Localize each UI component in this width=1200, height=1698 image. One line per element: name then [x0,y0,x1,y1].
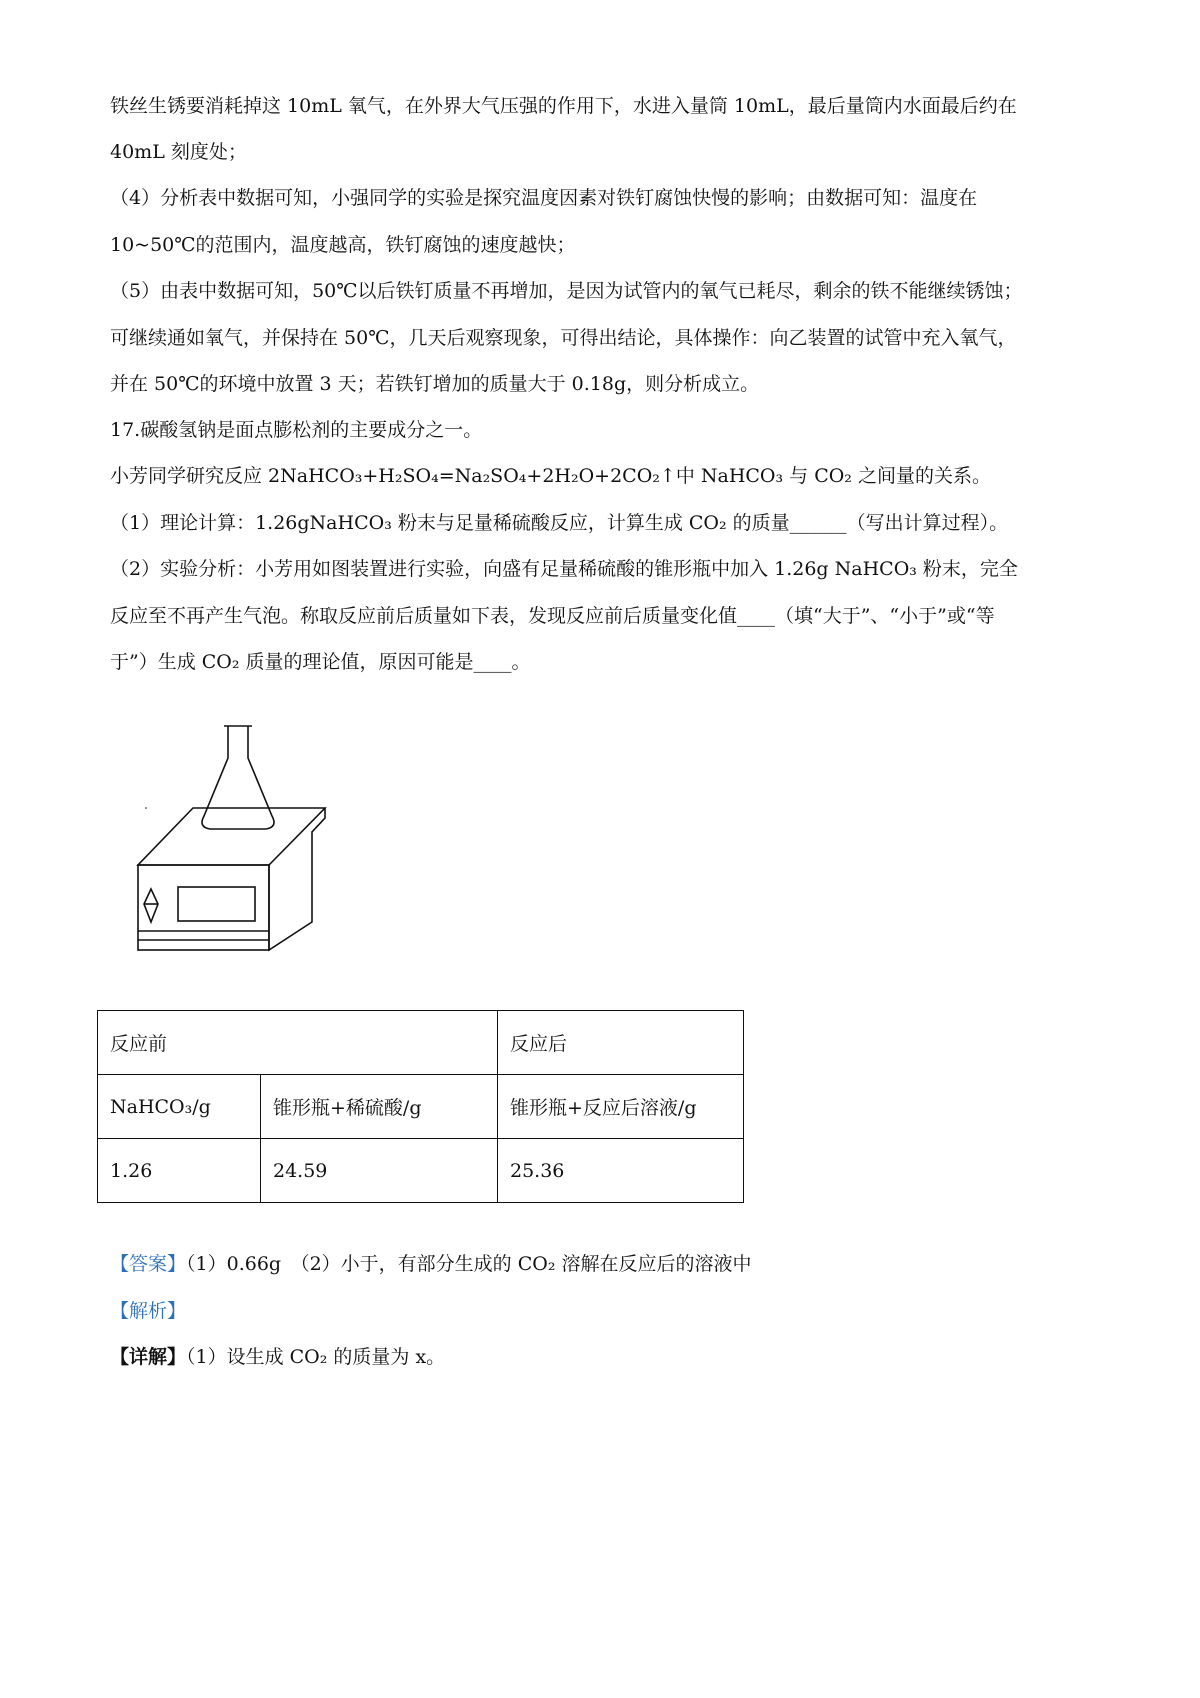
question-17-intro: 小芳同学研究反应 2NaHCO₃+H₂SO₄=Na₂SO₄+2H₂O+2CO₂↑中 NaHCO₃ 与 CO₂ 之间量的关系。 [110,465,991,487]
detail-line [110,1345,445,1369]
paragraph-7: 并在 50℃的环境中放置 3 天；若铁钉增加的质量大于 0.18g，则分析成立。 [110,373,760,395]
paragraph-5: （5）由表中数据可知，50℃以后铁钉质量不再增加，是因为试管内的氧气已耗尽，剩余的铁不能继续锈蚀； [110,280,1023,302]
answer-line [110,1252,751,1276]
val-nahco3: 1.26 [98,1139,261,1203]
table-row [98,1139,744,1203]
detail-text: （1）设生成 CO₂ 的质量为 x。 [186,1346,446,1368]
balance-knob [144,889,158,922]
paragraph-6: 可继续通如氧气，并保持在 50℃，几天后观察现象，可得出结论，具体操作：向乙装置的试管中充入氧气， [110,327,1017,349]
col-flask-solution: 锥形瓶+反应后溶液/g [498,1075,744,1139]
val-flask-acid: 24.59 [261,1139,498,1203]
question-17-part-2-line-1: （2）实验分析：小芳用如图装置进行实验，向盛有足量稀硫酸的锥形瓶中加入 1.26g NaHCO₃ 粉末，完全 [110,558,1018,580]
balance-display [178,887,255,921]
flask-outline [202,726,274,829]
header-before: 反应前 [98,1011,498,1075]
paragraph-3: （4）分析表中数据可知，小强同学的实验是探究温度因素对铁钉腐蚀快慢的影响；由数据可知：温度在 [110,187,978,209]
balance-side [269,808,325,950]
header-after: 反应后 [498,1011,744,1075]
balance-top [138,808,325,865]
mass-data-table [97,1010,744,1203]
question-17-part-2-line-3: 于”）生成 CO₂ 质量的理论值，原因可能是____。 [110,651,531,673]
question-17-part-1: （1）理论计算：1.26gNaHCO₃ 粉末与足量稀硫酸反应，计算生成 CO₂ 的质量______（写出计算过程）。 [110,512,1009,534]
answer-label: 【答案】 [110,1253,187,1275]
question-17-part-2-line-2: 反应至不再产生气泡。称取反应前后质量如下表，发现反应前后质量变化值____（填“大于”、“小于”或“等 [110,605,995,627]
table-row [98,1011,744,1075]
paragraph-2: 40mL 刻度处； [110,141,247,163]
answer-text: （1）0.66g （2）小于，有部分生成的 CO₂ 溶解在反应后的溶液中 [186,1253,752,1275]
question-17-title: 17.碳酸氢钠是面点膨松剂的主要成分之一。 [110,419,483,441]
analysis-label: 【解析】 [110,1300,187,1322]
paragraph-4: 10~50℃的范围内，温度越高，铁钉腐蚀的速度越快； [110,234,576,256]
balance-front [138,865,269,950]
col-nahco3: NaHCO₃/g [98,1075,261,1139]
detail-label: 【详解】 [110,1346,187,1368]
val-flask-solution: 25.36 [498,1139,744,1203]
balance-with-flask-figure [128,722,363,954]
table-row [98,1075,744,1139]
paragraph-1: 铁丝生锈要消耗掉这 10mL 氧气，在外界大气压强的作用下，水进入量筒 10mL，最后量筒内水面最后约在 [110,95,1017,117]
col-flask-acid: 锥形瓶+稀硫酸/g [261,1075,498,1139]
